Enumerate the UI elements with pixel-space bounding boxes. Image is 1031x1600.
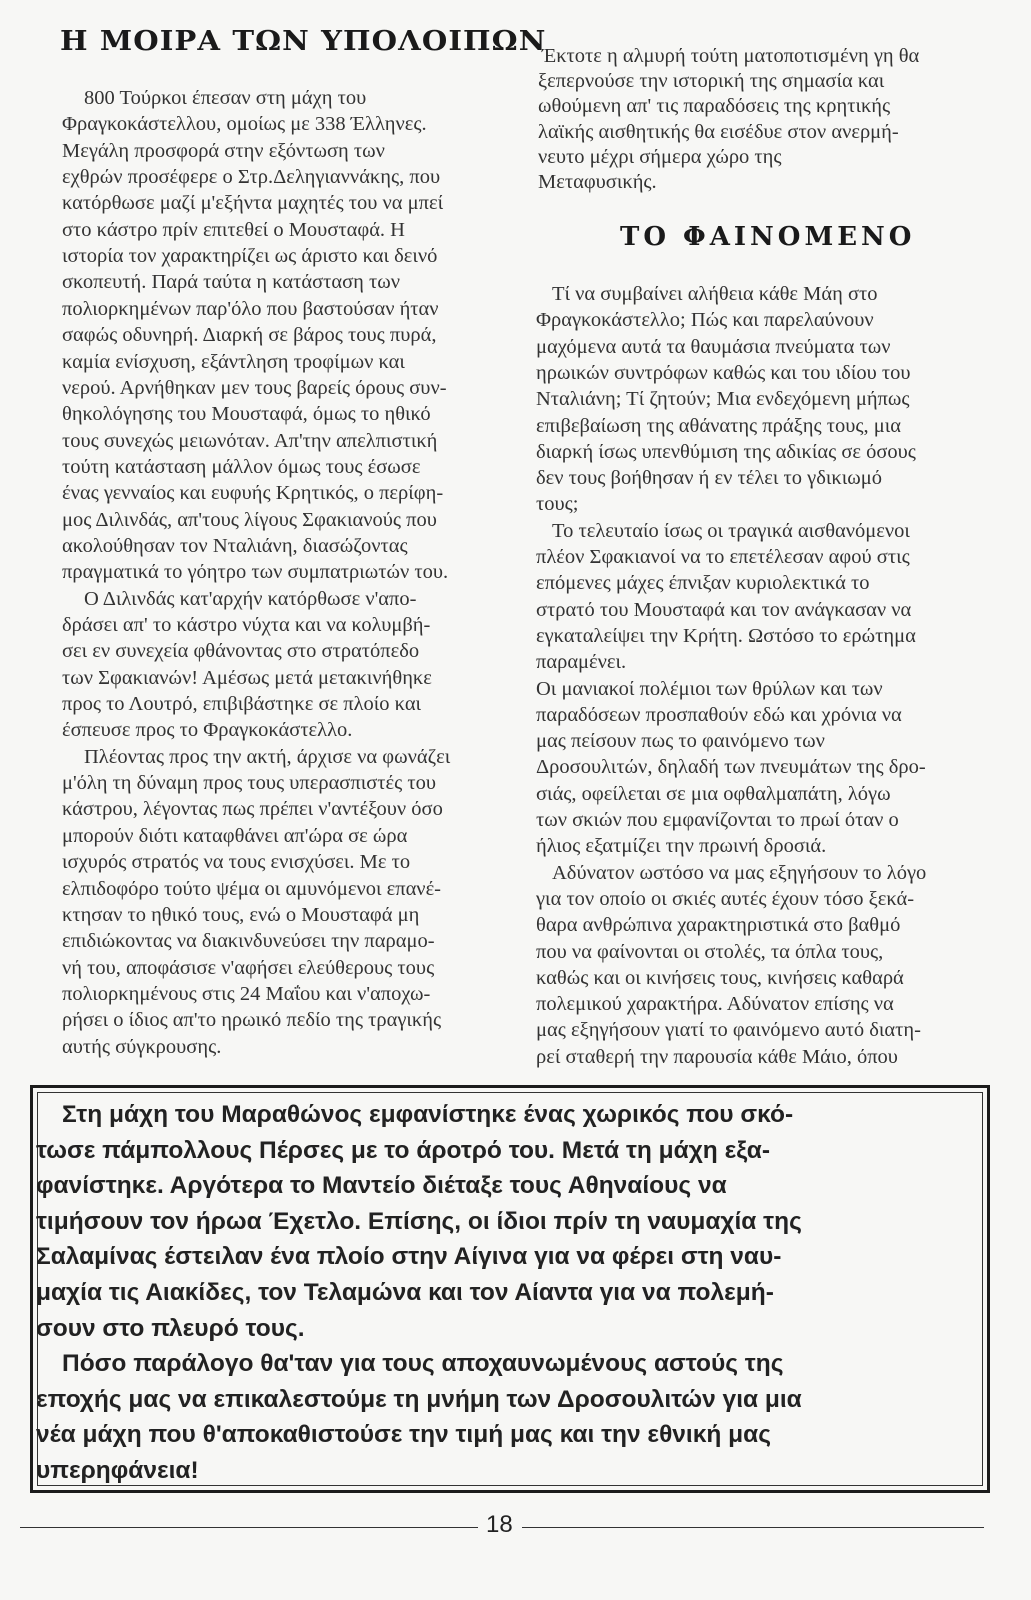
text-line: κάστρου, λέγοντας πως πρέπει ν'αντέξουν όσο (62, 798, 443, 821)
boxed-note-line: Σαλαμίνας έστειλαν ένα πλοίο στην Αίγινα για να φέρει στη ναυ- (36, 1243, 782, 1271)
text-line: ξεπερνούσε την ιστορική της σημασία και (538, 70, 885, 93)
text-line: τους συνεχώς μειωνόταν. Απ'την απελπιστική (62, 429, 438, 452)
text-line: σει εν συνεχεία φθάνοντας στο στρατόπεδο (62, 640, 420, 663)
text-line: τους; (536, 493, 579, 516)
text-line: Τί να συμβαίνει αλήθεια κάθε Μάη στο (552, 283, 878, 305)
boxed-note-line: Στη μάχη του Μαραθώνος εμφανίστηκε ένας χωρικός που σκό- (62, 1101, 794, 1128)
text-line: επιβεβαίωση της αθάνατης πράξης τους, μια (536, 414, 901, 437)
text-line: καμία ενίσχυση, εξάντληση τροφίμων και (62, 350, 405, 373)
text-line: ισχυρός στρατός να τους ενισχύσει. Με το (62, 851, 411, 874)
text-line: επιδιώκοντας να διακινδυνεύσει την παραμο- (62, 930, 435, 953)
text-line: μπορούν διότι καταφθάνει απ'ώρα σε ώρα (62, 824, 408, 847)
boxed-note-line: υπερηφάνεια! (36, 1457, 199, 1484)
boxed-note-line: φανίστηκε. Αργότερα το Μαντείο διέταξε τους Αθηναίους να (36, 1172, 727, 1200)
text-line: σκοπευτή. Παρά ταύτα η κατάσταση των (62, 271, 401, 294)
page-number: 18 (486, 1511, 513, 1538)
left-section-heading: Η ΜΟΙΡΑ ΤΩΝ ΥΠΟΛΟΙΠΩΝ (60, 26, 547, 57)
text-line: μος Διλινδάς, απ'τους λίγους Σφακιανούς που (62, 508, 437, 531)
boxed-note-line: νέα μάχη που θ'αποκαθιστούσε την τιμή μας και την εθνική μας (36, 1421, 771, 1449)
footer-rule-left (20, 1527, 478, 1528)
text-line: μαχόμενα αυτά τα θαυμάσια πνεύματα των (536, 335, 891, 358)
text-line: Πλέοντας προς την ακτή, άρχισε να φωνάζει (84, 745, 451, 768)
boxed-note-line: Πόσο παράλογο θα'ταν για τους αποχαυνωμένους αστούς της (62, 1350, 784, 1378)
text-line: Οι μανιακοί πολέμιοι των θρύλων και των (536, 677, 883, 700)
text-line: δράσει απ' το κάστρο νύχτα και να κολυμβή- (62, 614, 431, 636)
text-line: πραγματικά το γόητρο των συμπατριωτών του. (62, 561, 449, 584)
text-line: προς το Λουτρό, επιβιβάστηκε σε πλοίο και (62, 693, 422, 716)
text-line: Ο Διλινδάς κατ'αρχήν κατόρθωσε ν'απο- (84, 587, 417, 610)
footer-rule-right (522, 1527, 984, 1528)
text-line: δεν τους βοήθησαν ή εν τέλει το γδικιωμό (536, 467, 882, 490)
boxed-note-line: σουν στο πλευρό τους. (36, 1314, 305, 1342)
text-line: μας εξηγήσουν γιατί το φαινόμενο αυτό διατη- (536, 1019, 921, 1042)
text-line: θηκολόγησης του Μουσταφά, όμως το ηθικό (62, 403, 431, 426)
text-line: στο κάστρο πρίν επιτεθεί ο Μουσταφά. Η (62, 218, 405, 241)
text-line: παραμένει. (536, 651, 627, 674)
boxed-note-line: τιμήσουν τον ήρωα Έχετλο. Επίσης, οι ίδιοι πρίν τη ναυμαχία της (36, 1207, 802, 1235)
text-line: κατόρθωσε μαζί μ'εξήντα μαχητές του να μπεί (62, 192, 444, 215)
text-line: Δροσουλιτών, δηλαδή των πνευμάτων της δρο- (536, 756, 926, 779)
text-line: πλέον Σφακιανοί να το επετέλεσαν αφού στις (536, 546, 910, 568)
text-line: για τον οποίο οι σκιές αυτές έχουν τόσο ξεκά- (536, 887, 915, 910)
text-line: ιστορία τον χαρακτηρίζει ως άριστο και δεινό (62, 245, 438, 268)
text-line: αυτής σύγκρουσης. (62, 1035, 222, 1058)
text-line: νή του, αποφάσισε ν'αφήσει ελεύθερους τους (62, 956, 435, 979)
right-section-heading: ΤΟ ΦΑΙΝΟΜΕΝΟ (620, 222, 916, 252)
text-line: διαρκή ίσως υπενθύμιση της αδικίας σε όσους (536, 440, 916, 463)
text-line: Φραγκοκάστελλου, ομοίως με 338 Έλληνες. (62, 113, 427, 136)
boxed-note-line: τωσε πάμπολλους Πέρσες με το άροτρό του. Μετά τη μάχη εξα- (36, 1136, 771, 1164)
text-line: ακολούθησαν τον Νταλιάνη, διασώζοντας (62, 534, 408, 557)
text-line: Μεγάλη προσφορά στην εξόντωση των (62, 139, 385, 162)
boxed-note-line: εποχής μας να επικαλεστούμε τη μνήμη των Δροσουλιτών για μια (36, 1385, 802, 1413)
text-line: νευτο μέχρι σήμερα χώρο της (538, 145, 782, 168)
text-line: πολιορκημένων παρ'όλο που βαστούσαν ήταν (62, 297, 439, 320)
text-line: μας πείσουν πως το φαινόμενο των (536, 730, 825, 753)
text-line: Το τελευταίο ίσως οι τραγικά αισθανόμενοι (552, 519, 910, 542)
text-line: εχθρών προσέφερε ο Στρ.Δεληγιαννάκης, που (62, 166, 441, 189)
text-line: πολεμικού χαρακτήρα. Αδύνατον επίσης να (536, 993, 894, 1016)
text-line: που να φαίνονται οι στολές, τα όπλα τους, (536, 940, 884, 963)
text-line: τούτη κατάσταση μάλλον όμως τους έσωσε (62, 455, 421, 478)
text-line: ωθούμενη απ' τις παραδόσεις της κρητικής (538, 95, 891, 118)
text-line: Αδύνατον ωστόσο να μας εξηγήσουν το λόγο (552, 861, 927, 884)
text-line: στρατό του Μουσταφά και τον ανάγκασαν να (536, 598, 912, 621)
text-line: 800 Τούρκοι έπεσαν στη μάχη του (84, 87, 367, 109)
text-line: νερού. Αρνήθηκαν μεν τους βαρείς όρους συν- (62, 376, 447, 399)
text-line: Έκτοτε η αλμυρή τούτη ματοποτισμένη γη θα (542, 45, 920, 67)
text-line: ένας γενναίος και ευφυής Κρητικός, ο περίφη- (62, 482, 444, 505)
text-line: Νταλιάνη; Τί ζητούν; Μια ενδεχόμενη μήπως (536, 388, 910, 411)
text-line: παραδόσεων προσπαθούν εδώ και χρόνια να (536, 703, 902, 726)
text-line: ελπιδοφόρο τούτο ψέμα οι αμυνόμενοι επανέ- (62, 877, 442, 900)
text-line: Φραγκοκάστελλο; Πώς και παρελαύνουν (536, 309, 874, 332)
text-line: ρήσει ο ίδιος απ'το ηρωικό πεδίο της τραγικής (62, 1009, 442, 1032)
text-line: σιάς, οφείλεται σε μια οφθαλμαπάτη, λόγω (536, 782, 891, 805)
text-line: των σκιών που εμφανίζονται το πρωί όταν ο (536, 809, 899, 831)
text-line: καθώς και οι κινήσεις τους, κινήσεις καθαρά (536, 966, 904, 989)
text-line: έσπευσε προς το Φραγκοκάστελλο. (62, 719, 353, 742)
text-line: εγκαταλείψει την Κρήτη. Ωστόσο το ερώτημα (536, 624, 916, 647)
text-line: επόμενες μάχες έπνιξαν κυριολεκτικά το (536, 572, 870, 595)
text-line: κτησαν το ηθικό τους, ενώ ο Μουσταφά μη (62, 903, 420, 926)
boxed-note-line: μαχία τις Αιακίδες, τον Τελαμώνα και τον Αίαντα για να πολεμή- (36, 1279, 774, 1306)
text-line: σαφώς οδυνηρή. Διαρκή σε βάρος τους πυρά, (62, 324, 437, 347)
text-line: Μεταφυσικής. (538, 171, 657, 193)
text-line: θαρα ανθρώπινα χαρακτηριστικά στο βαθμό (536, 914, 901, 937)
text-line: των Σφακιανών! Αμέσως μετά μετακινήθηκε (62, 666, 432, 689)
text-line: ρεί σταθερή την παρουσία κάθε Μάιο, όπου (536, 1045, 898, 1068)
text-line: πολιορκημένους στις 24 Μαΐου και ν'αποχω- (62, 982, 431, 1005)
text-line: λαϊκής αισθητικής θα εισέδυε στον ανερμή- (538, 120, 899, 143)
text-line: μ'όλη τη δύναμη προς τους υπερασπιστές του (62, 772, 437, 795)
text-line: ήλιος εξατμίζει την πρωινή δροσιά. (536, 835, 827, 858)
text-line: ηρωικών συντρόφων καθώς και του ιδίου του (536, 361, 911, 384)
